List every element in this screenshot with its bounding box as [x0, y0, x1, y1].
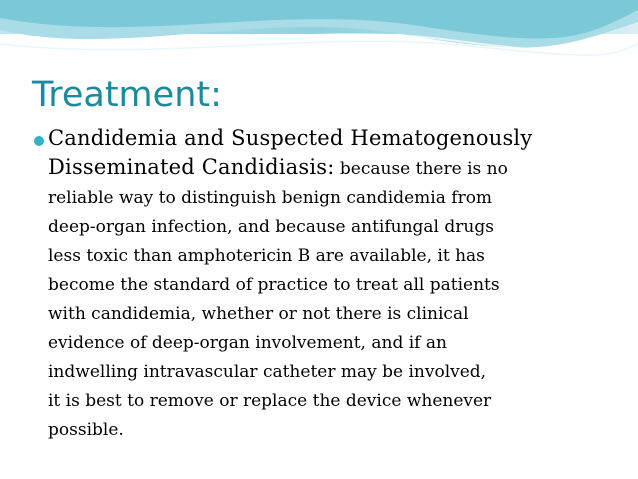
bullet-text-line: with candidemia, whether or not there is clinical — [48, 304, 469, 324]
bullet-text — [48, 124, 628, 445]
bullet-text-line: reliable way to distinguish benign candidemia from — [48, 188, 493, 208]
bullet-text-line: deep-organ infection, and because antifungal drugs — [48, 217, 494, 237]
bullet-heading-line-2: Disseminated Candidiasis: — [48, 155, 335, 179]
bullet-text-line: because there is no — [334, 159, 508, 179]
bullet-text-line: become the standard of practice to treat all patients — [48, 275, 500, 295]
bullet-line-2 — [48, 153, 628, 184]
bullet-text-line: less toxic than amphotericin B are available, it has — [48, 246, 485, 266]
bullet-heading-line-1: Candidemia and Suspected Hematogenously — [48, 126, 533, 150]
bullet-text-line: indwelling intravascular catheter may be involved, — [48, 362, 487, 382]
bullet-text-line: possible. — [48, 420, 124, 440]
bullet-text-line: evidence of deep-organ involvement, and if an — [48, 333, 447, 353]
bullet-text-line: it is best to remove or replace the device whenever — [48, 391, 492, 411]
bullet-icon — [34, 136, 44, 146]
decorative-wave-banner — [0, 0, 638, 60]
slide-title: Treatment: — [32, 75, 222, 115]
